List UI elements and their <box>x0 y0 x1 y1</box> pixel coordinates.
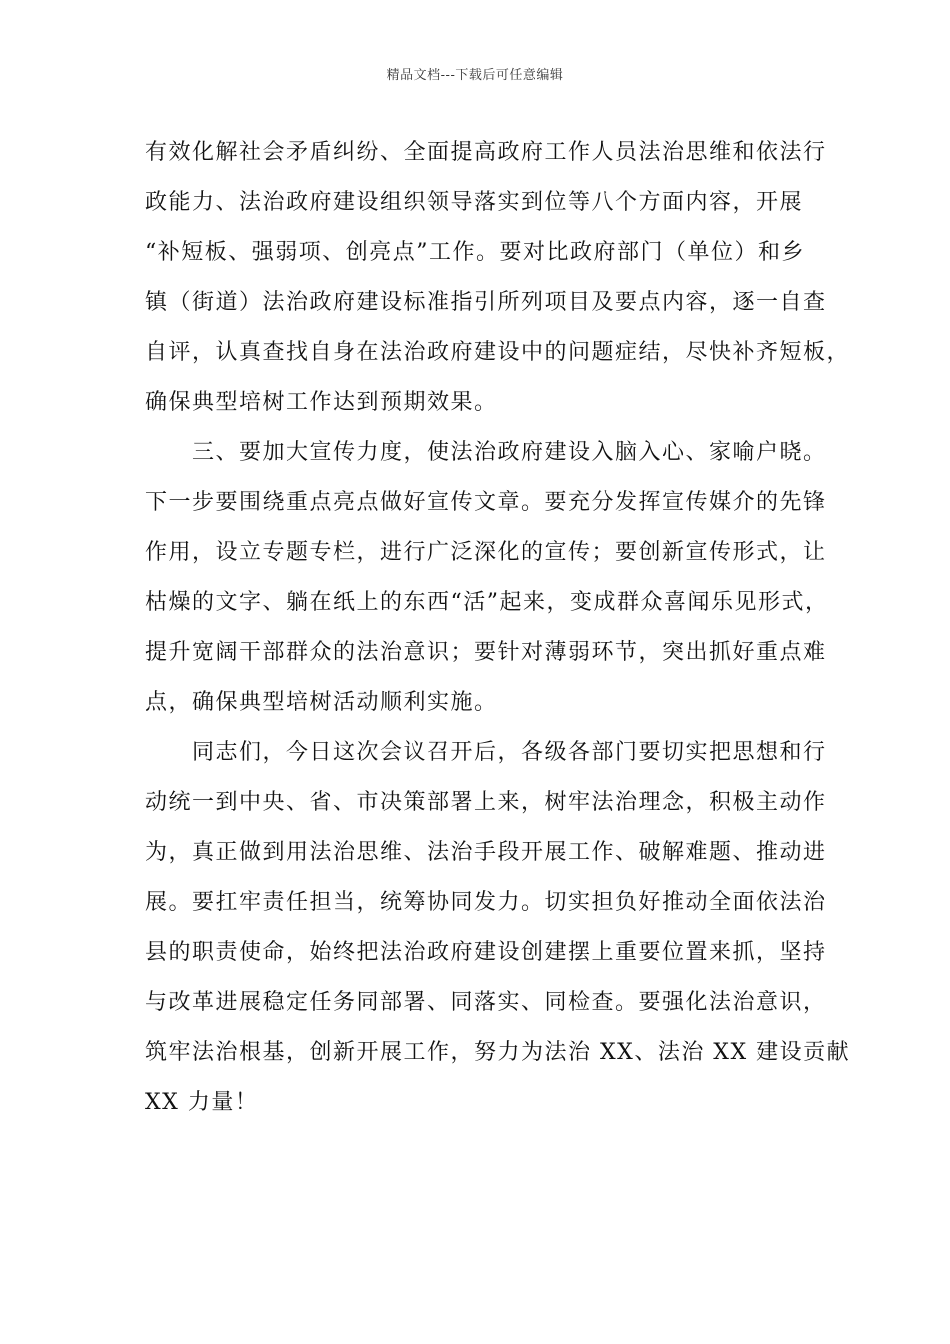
text-line: 为，真正做到用法治思维、法治手段开展工作、破解难题、推动进 <box>145 840 827 865</box>
text-line: 作用，设立专题专栏，进行广泛深化的宣传；要创新宣传形式，让 <box>145 540 827 565</box>
text-line: 点，确保典型培树活动顺利实施。 <box>145 690 498 715</box>
text-line: 镇（街道）法治政府建设标准指引所列项目及要点内容，逐一自查 <box>145 290 827 315</box>
text-line: 动统一到中央、省、市决策部署上来，树牢法治理念，积极主动作 <box>145 790 827 815</box>
text-line: 政能力、法治政府建设组织领导落实到位等八个方面内容，开展 <box>145 190 804 215</box>
text-line: 枯燥的文字、躺在纸上的东西“活”起来，变成群众喜闻乐见形式， <box>145 590 829 615</box>
text-line: 有效化解社会矛盾纠纷、全面提高政府工作人员法治思维和依法行 <box>145 140 827 165</box>
text-line: 县的职责使命，始终把法治政府建设创建摆上重要位置来抓，坚持 <box>145 940 827 965</box>
text-line: 确保典型培树工作达到预期效果。 <box>145 390 498 415</box>
page-header: 精品文档---下载后可任意编辑 <box>386 68 564 83</box>
text-line: 与改革进展稳定任务同部署、同落实、同检查。要强化法治意识， <box>145 990 827 1015</box>
text-line: 三、要加大宣传力度，使法治政府建设入脑入心、家喻户晓。 <box>145 440 827 465</box>
text-line: 下一步要围绕重点亮点做好宣传文章。要充分发挥宣传媒介的先锋 <box>145 490 827 515</box>
text-line: “补短板、强弱项、创亮点”工作。要对比政府部门（单位）和乡 <box>145 240 805 265</box>
text-line: 展。要扛牢责任担当，统筹协同发力。切实担负好推动全面依法治 <box>145 890 827 915</box>
document-body <box>145 128 851 1128</box>
text-line: 自评，认真查找自身在法治政府建设中的问题症结，尽快补齐短板， <box>145 340 851 365</box>
text-line: 同志们，今日这次会议召开后，各级各部门要切实把思想和行 <box>145 740 827 765</box>
text-line: 提升宽阔干部群众的法治意识；要针对薄弱环节，突出抓好重点难 <box>145 640 827 665</box>
text-line: 筑牢法治根基，创新开展工作，努力为法治 XX、法治 XX 建设贡献 <box>145 1040 851 1065</box>
text-line: XX 力量！ <box>145 1090 259 1115</box>
